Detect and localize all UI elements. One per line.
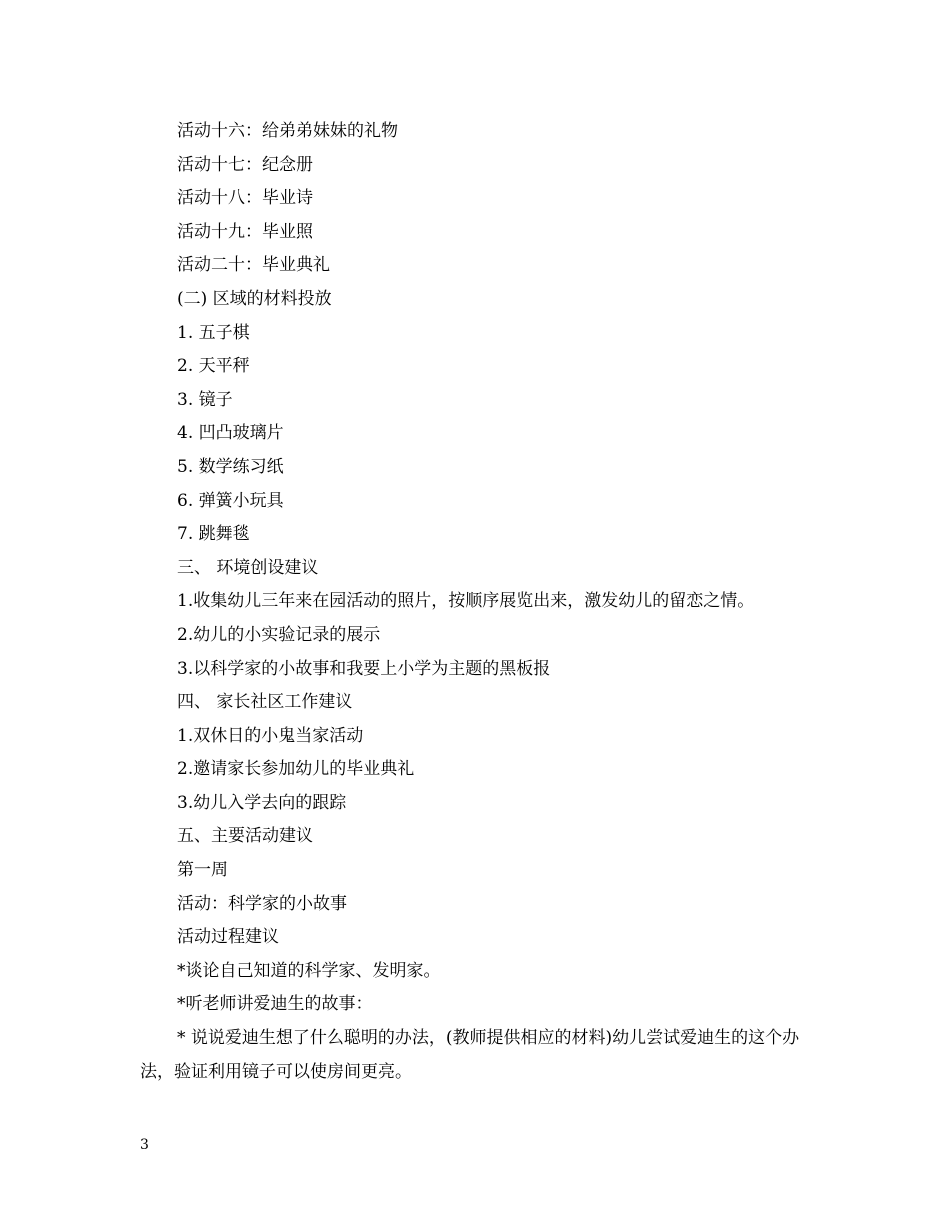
list-item: 2. 天平秤 bbox=[177, 356, 250, 377]
text-line: 活动十七：纪念册 bbox=[177, 154, 313, 175]
list-item: 3. 镜子 bbox=[177, 389, 233, 410]
section-heading: (二) 区域的材料投放 bbox=[177, 288, 332, 309]
list-item: 2.邀请家长参加幼儿的毕业典礼 bbox=[177, 759, 415, 780]
list-item: 1. 五子棋 bbox=[177, 322, 250, 343]
list-item: 5. 数学练习纸 bbox=[177, 456, 284, 477]
list-item: 1.收集幼儿三年来在园活动的照片，按顺序展览出来，激发幼儿的留恋之情。 bbox=[177, 591, 755, 612]
section-heading: 五、主要活动建议 bbox=[177, 826, 313, 847]
text-line: 活动：科学家的小故事 bbox=[177, 893, 347, 914]
list-item: 4. 凹凸玻璃片 bbox=[177, 423, 284, 444]
text-line: 活动十九：毕业照 bbox=[177, 221, 313, 242]
document-body bbox=[140, 115, 820, 1089]
list-item: 3.幼儿入学去向的跟踪 bbox=[177, 792, 347, 813]
text-line: 活动十六：给弟弟妹妹的礼物 bbox=[177, 121, 398, 141]
text-line: 活动过程建议 bbox=[177, 927, 279, 948]
bullet-item: *谈论自己知道的科学家、发明家。 bbox=[177, 960, 441, 981]
list-item: 2.幼儿的小实验记录的展示 bbox=[177, 624, 381, 645]
list-item: 7. 跳舞毯 bbox=[177, 524, 250, 545]
text-line: 活动二十：毕业典礼 bbox=[177, 255, 330, 276]
text-line: 活动十八：毕业诗 bbox=[177, 188, 313, 209]
page-number: 3 bbox=[140, 1137, 149, 1153]
section-heading: 四、 家长社区工作建议 bbox=[177, 692, 353, 713]
bullet-item: *听老师讲爱迪生的故事： bbox=[177, 994, 373, 1015]
bullet-paragraph: * 说说爱迪生想了什么聪明的办法，(教师提供相应的材料)幼儿尝试爱迪生的这个办法，验证利用镜子可以使房间更亮。 bbox=[140, 1028, 800, 1082]
text-line: 第一周 bbox=[177, 860, 228, 881]
list-item: 3.以科学家的小故事和我要上小学为主题的黑板报 bbox=[177, 658, 551, 679]
section-heading: 三、 环境创设建议 bbox=[177, 557, 319, 578]
list-item: 6. 弹簧小玩具 bbox=[177, 490, 284, 511]
list-item: 1.双休日的小鬼当家活动 bbox=[177, 725, 364, 746]
